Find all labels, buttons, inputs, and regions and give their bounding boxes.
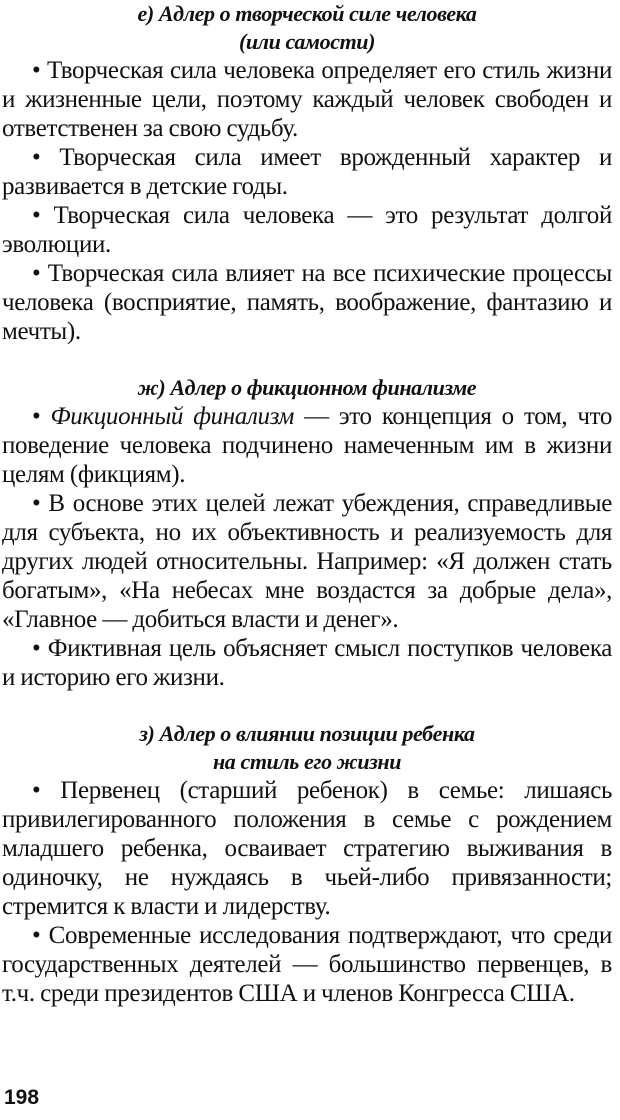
paragraph: • Первенец (старший ребенок) в семье: лишаясь привилегированного положения в семье с рождением младшего ребенка, осваивает стратегию выживания в одиночку, не нуждаясь в чьей-либо привязанности; стремится к власти и лидерству. <box>2 777 612 920</box>
page-number: 198 <box>4 1086 40 1109</box>
heading-line: на стиль его жизни <box>212 749 402 774</box>
paragraph: • Творческая сила влияет на все психические процессы человека (восприятие, память, воображение, фантазию и мечты). <box>2 260 612 345</box>
section-heading-fictional-finalism <box>2 374 612 402</box>
heading-line: е) Адлер о творческой силе человека <box>137 1 477 26</box>
term-fictional-finalism: Фикционный финализм <box>50 403 295 430</box>
section-gap <box>2 692 612 720</box>
paragraph-definition <box>2 402 612 489</box>
paragraph: • Творческая сила имеет врожденный характер и развивается в детские годы. <box>2 144 612 200</box>
section-heading-creative-power <box>2 0 612 56</box>
definition-text: — это концепция о том, что поведение человека подчинено намеченным им в жизни целям (фикциям). <box>2 403 612 488</box>
paragraph: • В основе этих целей лежат убеждения, справедливые для субъекта, но их объективность и реализуемость для других людей относительны. Например: «Я должен стать богатым», «На небесах мне воздастся за добрые дела», «Главное — добиться власти и денег». <box>2 490 612 633</box>
section-heading-birth-order <box>2 720 612 776</box>
paragraph: • Фиктивная цель объясняет смысл поступков человека и историю его жизни. <box>2 635 612 691</box>
paragraph: • Творческая сила человека определяет его стиль жизни и жизненные цели, поэтому каждый человек свободен и ответственен за свою судьбу. <box>2 57 612 142</box>
paragraph: • Творческая сила человека — это результат долгой эволюции. <box>2 202 612 258</box>
section-gap <box>2 346 612 374</box>
bullet: • <box>32 403 51 430</box>
heading-line: ж) Адлер о фикционном финализме <box>137 375 477 400</box>
heading-line: з) Адлер о влиянии позиции ребенка <box>139 721 475 746</box>
heading-line: (или самости) <box>238 29 376 54</box>
paragraph: • Современные исследования подтверждают, что среди государственных деятелей — большинство первенцев, в т.ч. среди президентов США и членов Конгресса США. <box>2 922 612 1007</box>
